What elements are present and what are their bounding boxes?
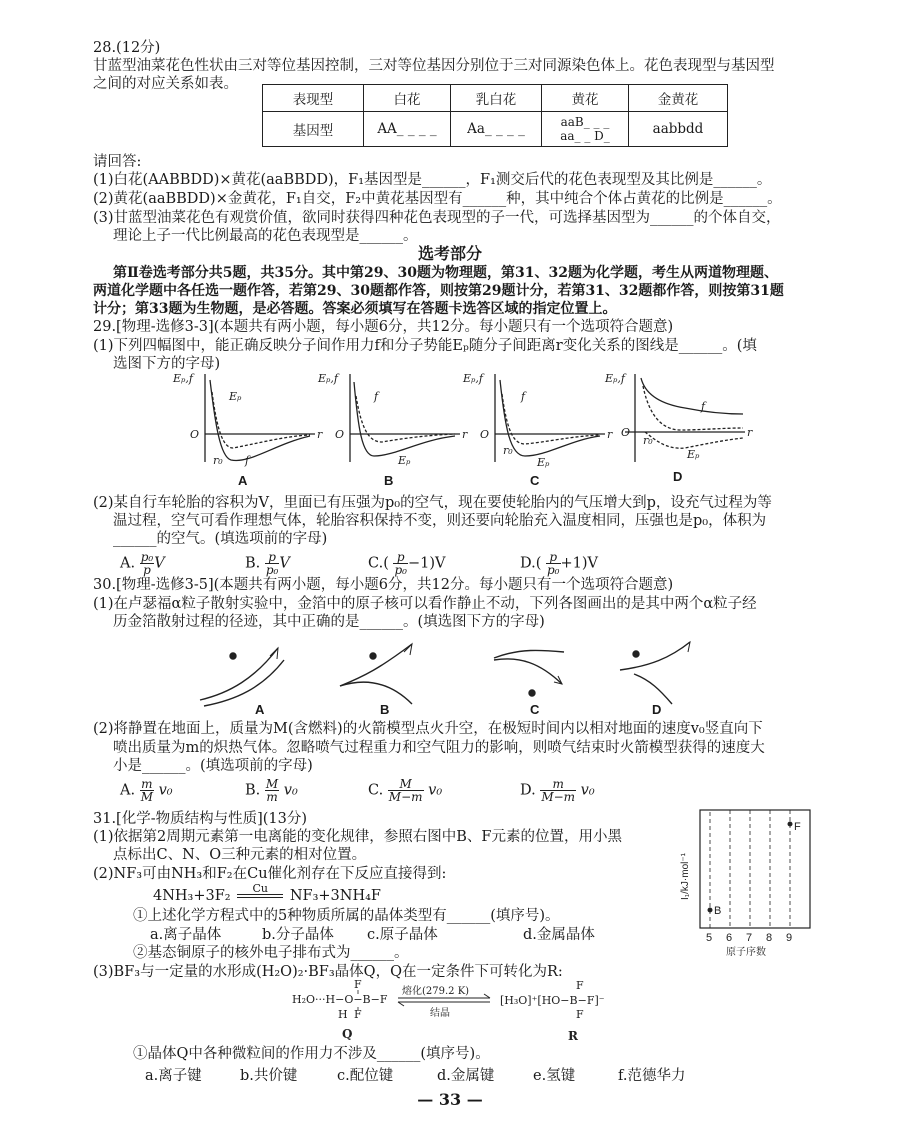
genotype-yellow-2: aa_ _ D_ <box>560 129 610 143</box>
q28-sub3a: (3)甘蓝型油菜花色有观赏价值，欲同时获得四种花色表现型的子一代，可选择基因型为______的个体自交， <box>93 210 781 226</box>
track-label-a: A <box>255 702 265 717</box>
table-cell: Aa_ _ _ _ <box>451 112 542 147</box>
ionization-energy-chart <box>668 800 818 960</box>
q31-heading: 31.[化学-物质结构与性质](13分) <box>93 811 308 827</box>
track-b <box>340 644 412 704</box>
graph-b <box>317 372 468 467</box>
q30-sub2c: 小是______。(填选项前的字母) <box>113 758 313 774</box>
section-instruction-2: 两道化学题中各任选一题作答，若第29、30题都作答，则按第29题计分，若第31、32题都作答，则按第31题 <box>93 283 784 299</box>
q28-heading: 28.(12分) <box>93 40 161 56</box>
curve-label: Eₚ <box>687 448 700 461</box>
track-label-c: C <box>530 702 540 717</box>
curve-label: f <box>374 390 379 403</box>
condition-melt: 熔化(279.2 K) <box>402 986 470 997</box>
q28-sub3b: 理论上子一代比例最高的花色表现型是______。 <box>113 228 418 244</box>
svg-text:H: H <box>338 1008 348 1021</box>
graph-d <box>604 372 753 462</box>
track-label-b: B <box>380 702 390 717</box>
tick: 9 <box>786 932 793 944</box>
table-header-phenotype: 表现型 <box>263 85 364 112</box>
x-axis-label: 原子序数 <box>726 947 766 958</box>
q29-sub1a: (1)下列四幅图中，能正确反映分子间作用力f和分子势能Eₚ随分子间距离r变化关系的图线是______。(填 <box>93 338 757 354</box>
genotype-phenotype-table <box>262 84 728 147</box>
table-cell: 乳白花 <box>451 85 542 112</box>
force-c: c.配位键 <box>337 1068 394 1084</box>
force-a: a.离子键 <box>145 1068 202 1084</box>
point-f <box>788 822 792 826</box>
svg-text:F: F <box>576 1008 584 1021</box>
crystal-type-c: c.原子晶体 <box>367 927 438 943</box>
catalyst-label: Cu <box>252 882 268 895</box>
q29-option-a: A. $\frac{\text{p₀}}{p}$ V <box>120 550 165 577</box>
q31-sub1b: 点标出C、N、O三种元素的相对位置。 <box>113 847 367 863</box>
svg-text:F: F <box>576 979 584 992</box>
q28-sub1: (1)白花(AABBDD)×黄花(aaBBDD)，F₁基因型是______，F₁测交后代的花色表现型及其比例是______。 <box>93 172 772 188</box>
q31-sub2-1: ①上述化学方程式中的5种物质所属的晶体类型有______(填序号)。 <box>133 908 560 924</box>
q29-option-b: B. $\frac{p}{\text{p₀}}$ V <box>245 550 290 577</box>
q29-sub2b: 温过程，空气可看作理想气体，轮胎容积保持不变，则还要向轮胎充入温度相同，压强也是p₀，体积为 <box>113 513 767 529</box>
section-title: 选考部分 <box>418 244 483 263</box>
table-cell: aabbdd <box>629 112 728 147</box>
page-number: — 33 — <box>417 1090 483 1109</box>
curve-label: f <box>701 400 706 413</box>
q30-option-a: A. $\frac{m}{M}$ v₀ <box>120 777 173 804</box>
potential-graphs <box>165 372 755 484</box>
section-instruction-3: 计分；第33题为生物题，是必答题。答案必须填写在答题卡选答区域的指定位置上。 <box>93 301 617 317</box>
axis-label: Eₚ,f <box>318 372 338 385</box>
force-f: f.范德华力 <box>618 1068 686 1084</box>
force-d: d.金属键 <box>437 1068 495 1084</box>
graph-label-a: A <box>238 473 248 488</box>
origin-label: O <box>190 428 200 441</box>
track-c <box>494 650 564 696</box>
q30-option-c: C. $\frac{M}{M-m}$ v₀ <box>368 777 443 804</box>
graph-label-d: D <box>673 469 683 484</box>
track-d <box>620 642 690 704</box>
origin-label: O <box>621 426 631 439</box>
q30-option-d: D. $\frac{m}{M-m}$ v₀ <box>520 777 595 804</box>
label-r: R <box>568 1029 578 1043</box>
crystal-type-a: a.离子晶体 <box>150 927 222 943</box>
curve-label: Eₚ <box>229 390 242 403</box>
y-axis-label: I₁/kJ·mol⁻¹ <box>680 853 691 900</box>
q31-sub3: (3)BF₃与一定量的水形成(H₂O)₂·BF₃晶体Q，Q在一定条件下可转化为R: <box>93 964 563 980</box>
q30-heading: 30.[物理-选修3-5](本题共有两小题，每小题6分，共12分。每小题只有一个选项符合题意) <box>93 577 674 593</box>
table-cell: AA_ _ _ _ <box>364 112 451 147</box>
table-cell: 金黄花 <box>629 85 728 112</box>
crystal-type-d: d.金属晶体 <box>523 927 595 943</box>
q29-option-d: D.( $\frac{p}{\text{p₀}}$ +1)V <box>520 550 599 577</box>
q29-sub2c: ______的空气。(填选项前的字母) <box>113 531 328 547</box>
q28-intro-line2: 之间的对应关系如表。 <box>93 76 238 92</box>
svg-text:F: F <box>354 978 362 991</box>
track-label-d: D <box>652 702 662 717</box>
q29-sub2a: (2)某自行车轮胎的容积为V，里面已有压强为p₀的空气，现在要使轮胎内的气压增大到p，设充气过程为等 <box>93 495 772 511</box>
section-instruction-1: 第Ⅱ卷选考部分共5题，共35分。其中第29、30题为物理题，第31、32题为化学题，考生从两道物理题、 <box>113 265 778 281</box>
axis-label: r <box>747 426 753 439</box>
axis-label: r <box>462 428 468 441</box>
label-f: F <box>794 821 801 833</box>
alpha-scattering-tracks <box>200 638 720 708</box>
svg-text:[H₃O]⁺[HO−B−F]⁻: [H₃O]⁺[HO−B−F]⁻ <box>500 994 605 1007</box>
q31-sub2-2: ②基态铜原子的核外电子排布式为______。 <box>133 945 409 961</box>
r0-label: r₀ <box>503 444 513 457</box>
q30-sub1a: (1)在卢瑟福α粒子散射实验中，金箔中的原子核可以看作静止不动，下列各图画出的是其中两个α粒子经 <box>93 596 757 612</box>
table-header-genotype: 基因型 <box>263 112 364 147</box>
graph-label-b: B <box>384 473 394 488</box>
condition-crystal: 结晶 <box>430 1008 450 1019</box>
table-cell: 白花 <box>364 85 451 112</box>
q30-sub1b: 历金箔散射过程的径迹，其中正确的是______。(填选图下方的字母) <box>113 614 545 630</box>
force-b: b.共价键 <box>240 1068 298 1084</box>
svg-text:H₂O···H−O−B−F: H₂O···H−O−B−F <box>292 993 388 1006</box>
axis-label: r <box>607 428 613 441</box>
q30-sub2b: 喷出质量为m的炽热气体。忽略喷气过程重力和空气阻力的影响，则喷气结束时火箭模型获得的速度大 <box>113 740 765 756</box>
curve-label: f <box>521 390 526 403</box>
table-cell: 黄花 <box>542 85 629 112</box>
graph-c <box>462 372 613 469</box>
curve-label: Eₚ <box>537 456 550 469</box>
q30-option-b: B. $\frac{M}{m}$ v₀ <box>245 777 298 804</box>
force-e: e.氢键 <box>533 1068 576 1084</box>
axis-label: Eₚ,f <box>173 372 193 385</box>
tick: 6 <box>726 932 733 944</box>
graph-label-c: C <box>530 473 540 488</box>
q29-sub1b: 选图下方的字母) <box>113 356 221 372</box>
origin-label: O <box>335 428 345 441</box>
point-b <box>708 908 712 912</box>
tick: 5 <box>706 932 713 944</box>
track-a <box>200 648 284 706</box>
origin-label: O <box>480 428 490 441</box>
curve-label: Eₚ <box>398 454 411 467</box>
q28-intro-line1: 甘蓝型油菜花色性状由三对等位基因控制，三对等位基因分别位于三对同源染色体上。花色表现型与基因型 <box>93 58 775 74</box>
table-cell <box>542 112 629 147</box>
curve-label: f <box>245 454 250 467</box>
axis-label: r <box>317 428 323 441</box>
r0-label: r₀ <box>213 454 223 467</box>
q31-sub2: (2)NF₃可由NH₃和F₂在Cu催化剂存在下反应直接得到: <box>93 866 447 882</box>
svg-text:F: F <box>354 1008 362 1021</box>
q28-sub2: (2)黄花(aaBBDD)×金黄花，F₁自交，F₂中黄花基因型有______种，其中纯合个体占黄花的比例是______。 <box>93 191 782 207</box>
r0-label: r₀ <box>643 434 653 447</box>
label-q: Q <box>342 1027 353 1041</box>
q28-ask: 请回答: <box>93 154 142 170</box>
label-b: B <box>714 905 722 917</box>
tick: 8 <box>766 932 773 944</box>
crystal-type-b: b.分子晶体 <box>262 927 334 943</box>
axis-label: Eₚ,f <box>605 372 625 385</box>
q30-sub2a: (2)将静置在地面上，质量为M(含燃料)的火箭模型点火升空，在极短时间内以相对地面的速度v₀竖直向下 <box>93 721 763 737</box>
axis-label: Eₚ,f <box>463 372 483 385</box>
q29-heading: 29.[物理-选修3-3](本题共有两小题，每小题6分，共12分。每小题只有一个选项符合题意) <box>93 319 674 335</box>
tick: 7 <box>746 932 753 944</box>
q31-sub1a: (1)依据第2周期元素第一电离能的变化规律，参照右图中B、F元素的位置，用小黑 <box>93 829 622 845</box>
q29-option-c: C.( $\frac{p}{\text{p₀}}$ −1)V <box>368 550 446 577</box>
genotype-yellow-1: aaB_ _ _ <box>560 115 610 129</box>
graph-a <box>172 372 323 467</box>
reaction-equation: 4NH₃+3F₂ Cu NF₃+3NH₄F <box>153 886 381 906</box>
q31-sub3-1: ①晶体Q中各种微粒间的作用力不涉及______(填序号)。 <box>133 1046 490 1062</box>
